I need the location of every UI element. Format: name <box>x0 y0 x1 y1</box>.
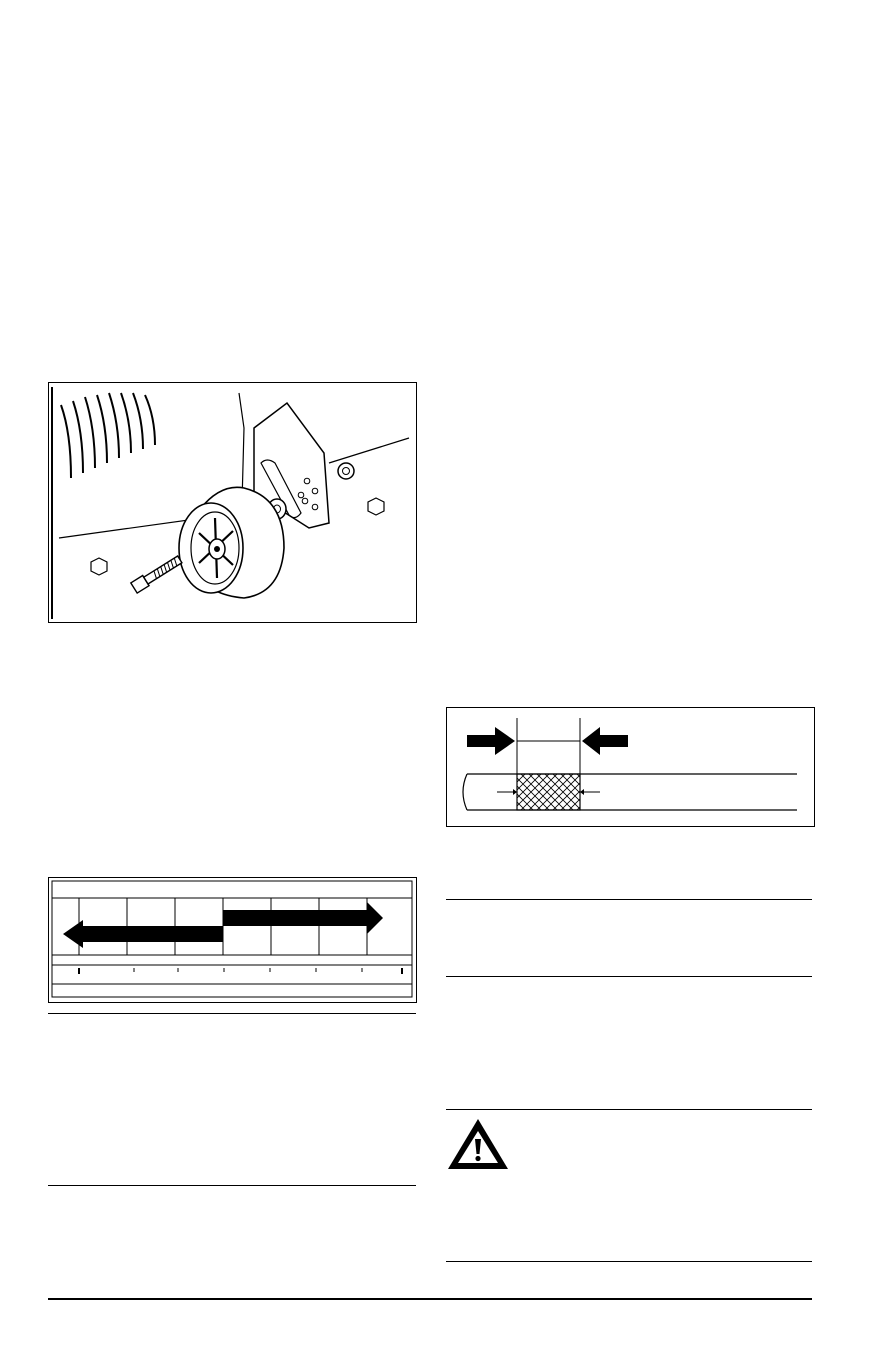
page-footer-rule <box>48 1298 812 1300</box>
belt-wear-figure <box>446 707 815 827</box>
wheel-bracket-illustration <box>49 383 415 621</box>
height-chart-figure <box>48 877 417 1003</box>
rule-right-4 <box>446 1261 812 1262</box>
wheel-assembly-figure <box>48 382 417 623</box>
rule-right-3 <box>446 1109 812 1110</box>
height-adjust-chart <box>49 878 415 1001</box>
rule-right-1 <box>446 899 812 900</box>
rule-left-1 <box>48 1013 416 1014</box>
rule-right-2 <box>446 976 812 977</box>
warning-triangle-icon <box>445 1116 511 1172</box>
belt-wear-diagram <box>447 708 813 825</box>
rule-left-2 <box>48 1185 416 1186</box>
